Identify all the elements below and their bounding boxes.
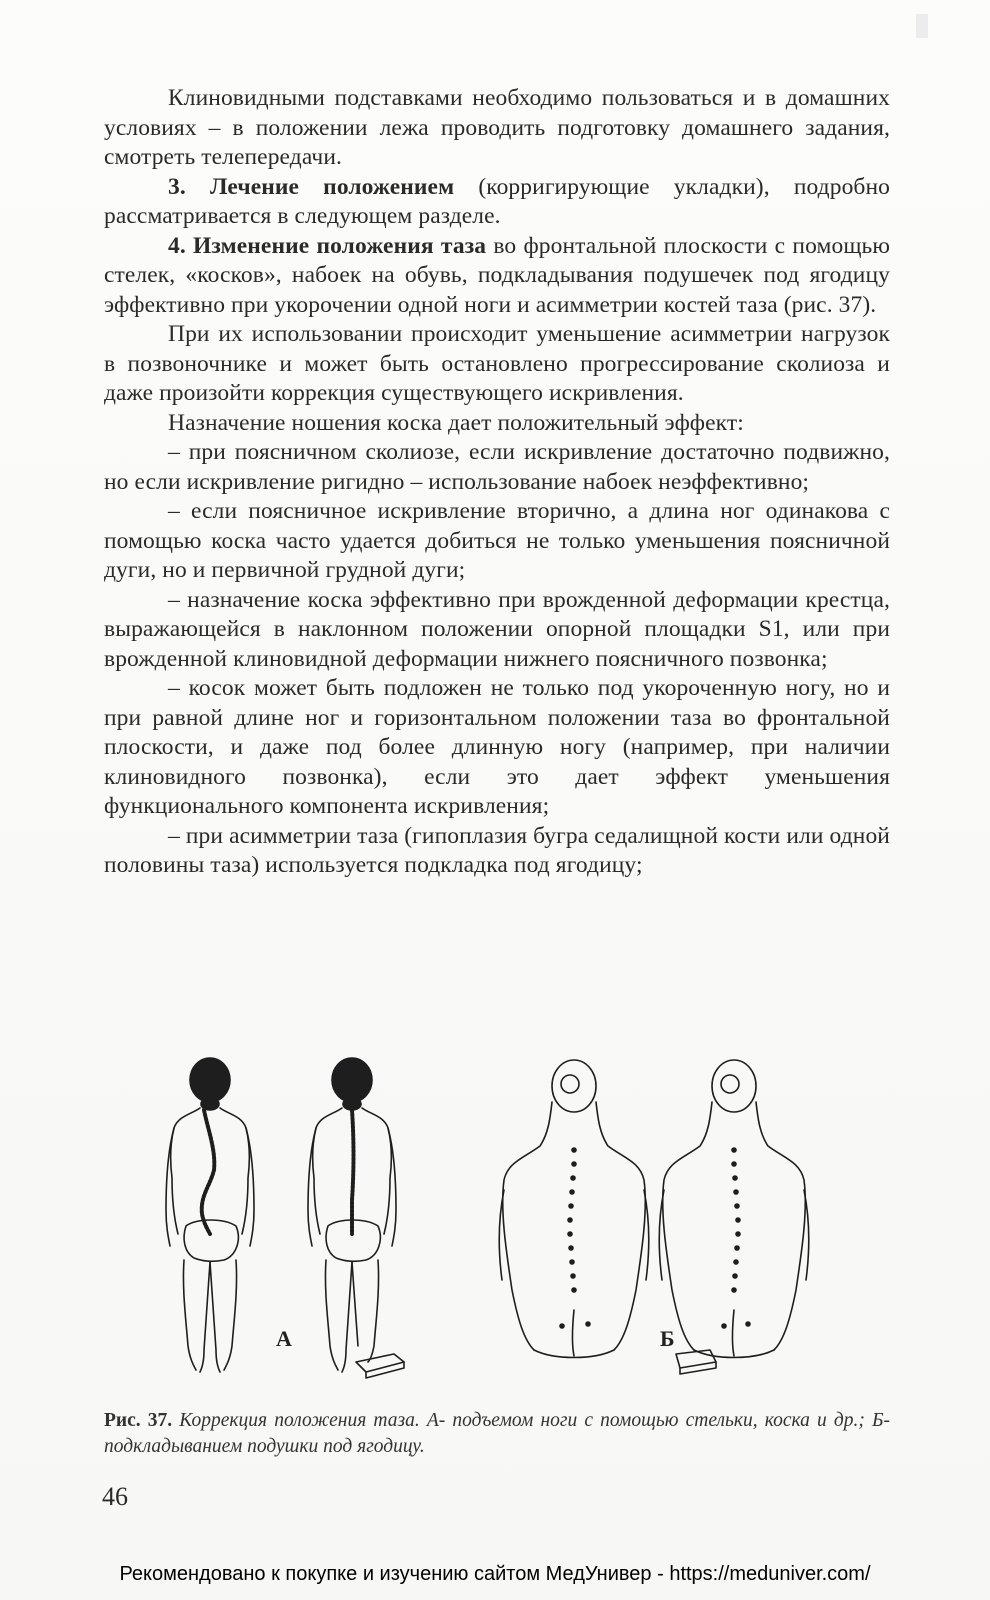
paragraph xyxy=(104,232,890,321)
caption-number: Рис. 37. xyxy=(104,1410,173,1431)
paragraph: При их использовании происходит уменьшение асимметрии нагрузок в позвоночнике и может быть остановлено прогрессирование сколиоза и даже произойти коррекция существующего искривления. xyxy=(104,321,890,406)
list-item: – косок может быть подложен не только под укороченную ногу, но и при равной длине ног и горизонтальном положении таза во фронтальной плоскости, и даже под более длинную ногу (например, при наличии клиновидного позвонка), если это дает эффект уменьшения функционального компонента искривления; xyxy=(104,675,890,819)
seated-back-view-illustration xyxy=(499,1060,649,1358)
footer-recommendation: Рекомендовано к покупке и изучению сайтом МедУнивер - https://meduniver.com/ xyxy=(119,1563,871,1585)
figure-37 xyxy=(104,1050,890,1395)
standing-figure-curved-spine-illustration xyxy=(166,1058,254,1372)
paragraph: Клиновидными подставками необходимо пользоваться и в домашних условиях – в положении лежа проводить подготовку домашнего задания, смотреть телепередачи. xyxy=(104,85,890,170)
scan-margin-mark xyxy=(916,14,928,38)
seated-on-cushion-illustration xyxy=(659,1060,809,1374)
body-text xyxy=(104,84,890,881)
list-item: – если поясничное искривление вторично, а длина ног одинакова с помощью коска часто удается добиться не только уменьшения поясничной дуги, но и первичной грудной дуги; xyxy=(104,498,890,583)
figure-label-b: Б xyxy=(660,1326,675,1351)
list-item: – при поясничном сколиозе, если искривление достаточно подвижно, но если искривление ригидно – использование набоек неэффективно; xyxy=(104,439,890,495)
figure-illustration xyxy=(104,1050,890,1395)
paragraph-lead: 4. Изменение положения таза xyxy=(168,232,487,259)
figure-label-a: А xyxy=(276,1326,292,1351)
paragraph: Назначение ношения коска дает положительный эффект: xyxy=(168,409,744,436)
list-item: – назначение коска эффективно при врожденной деформации крестца, выражающейся в наклонном положении опорной площадки S1, или при врожденной клиновидной деформации нижнего поясничного позвонка; xyxy=(104,586,890,672)
standing-figure-on-block-illustration xyxy=(308,1058,404,1378)
paragraph xyxy=(104,173,890,232)
paragraph-body: (корригирующие укладки), подробно рассматривается в следующем разделе. xyxy=(104,173,891,229)
paragraph-body: во фронтальной плоскости с помощью стелек, «косков», набоек на обувь, подкладывания подушечек под ягодицу эффективно при укорочении одной ноги и асимметрии костей таза (рис. 37). xyxy=(104,232,890,318)
figure-caption xyxy=(104,1408,890,1460)
list-item: – при асимметрии таза (гипоплазия бугра седалищной кости или одной половины таза) используется подкладка под ягодицу; xyxy=(104,822,890,878)
page-number: 46 xyxy=(102,1482,128,1511)
paragraph-lead: 3. Лечение положением xyxy=(168,173,455,200)
caption-text: Коррекция положения таза. А- подъемом ноги с помощью стельки, коска и др.; Б- подкладыванием подушки под ягодицу. xyxy=(104,1410,891,1457)
